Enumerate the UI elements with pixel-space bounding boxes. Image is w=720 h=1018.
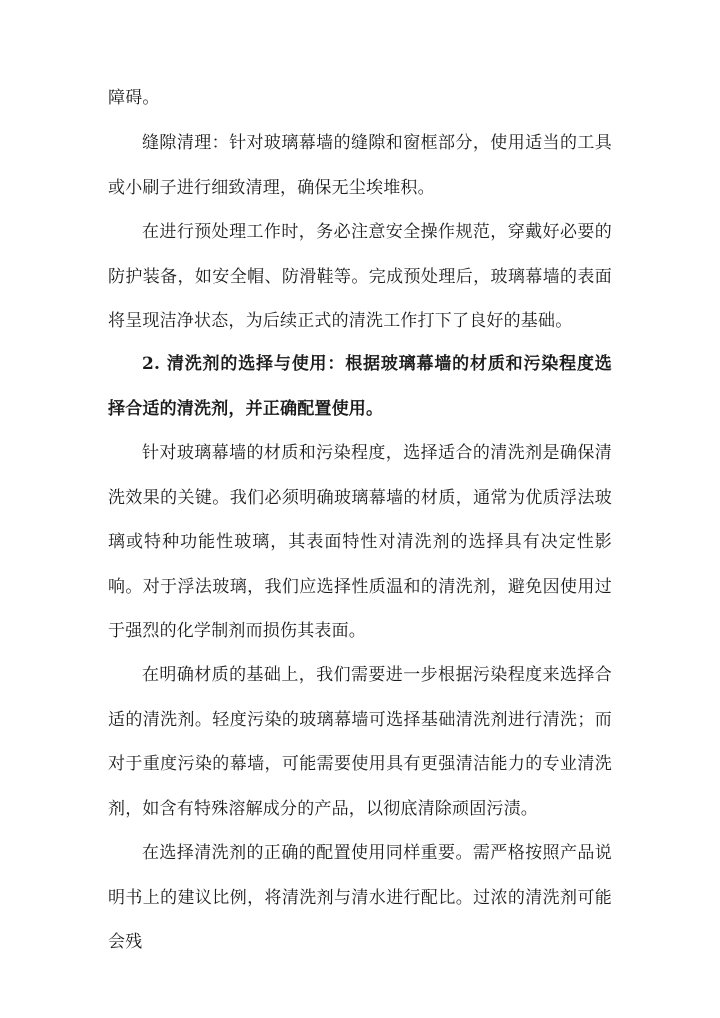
- paragraph-continuation: 障碍。: [108, 88, 160, 108]
- paragraph-material: 针对玻璃幕墙的材质和污染程度，选择适合的清洗剂是确保清洗效果的关键。我们必须明确玻璃幕墙的材质，通常为优质浮法玻璃或特种功能性玻璃，其表面特性对清洗剂的选择具有决定性影响。对于浮法玻璃，我们应选择性质温和的清洗剂，避免因使用过于强烈的化学制剂而损伤其表面。: [108, 443, 612, 641]
- paragraph-safety: 在进行预处理工作时，务必注意安全操作规范，穿戴好必要的防护装备，如安全帽、防滑鞋等。完成预处理后，玻璃幕墙的表面将呈现洁净状态，为后续正式的清洗工作打下了良好的基础。: [108, 222, 612, 331]
- paragraph-dilution: 在选择清洗剂的正确的配置使用同样重要。需严格按照产品说明书上的建议比例，将清洗剂与清水进行配比。过浓的清洗剂可能会残: [108, 843, 612, 952]
- paragraph-pollution-level: 在明确材质的基础上，我们需要进一步根据污染程度来选择合适的清洗剂。轻度污染的玻璃幕墙可选择基础清洗剂进行清洗；而对于重度污染的幕墙，可能需要使用具有更强清洁能力的专业清洗剂，如含有特殊溶解成分的产品，以彻底清除顽固污渍。: [108, 665, 612, 819]
- section-heading-cleaner-selection: 2. 清洗剂的选择与使用：根据玻璃幕墙的材质和污染程度选择合适的清洗剂，并正确配置使用。: [108, 354, 612, 419]
- paragraph-gap-cleaning: 缝隙清理：针对玻璃幕墙的缝隙和窗框部分，使用适当的工具或小刷子进行细致清理，确保无尘埃堆积。: [108, 133, 612, 198]
